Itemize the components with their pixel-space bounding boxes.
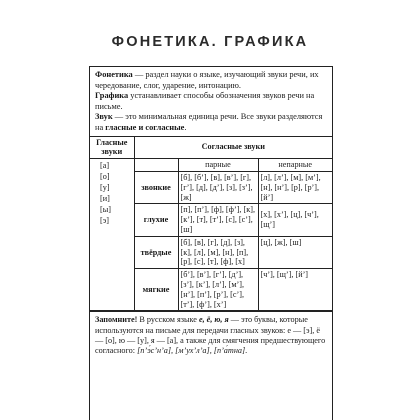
paired-header: парные [178, 159, 258, 172]
hard-paired: [б], [в], [г], [д], [з], [к], [л], [м], [н], [п], [р], [с], [т], [ф], [х] [178, 236, 258, 268]
vowels-header: Гласные звуки [90, 136, 134, 159]
remember-block [90, 311, 332, 358]
fonetika-term: Фонетика [95, 70, 133, 79]
vowel-item: [а] [100, 161, 110, 171]
hard-unpaired: [ц], [ж], [ш] [258, 236, 332, 268]
zvuk-bold: гласные и согласные [105, 122, 185, 132]
page-title: ФОНЕТИКА. ГРАФИКА [111, 34, 309, 50]
grafika-text: устанавливает способы обозначения звуков речи на письме. [95, 91, 315, 111]
hard-label: твёрдые [134, 236, 178, 268]
vowel-item: [о] [100, 172, 110, 182]
voiced-paired: [б], [б’], [в], [в’], [г], [г’], [д], [д’], [з], [з’], [ж] [178, 171, 258, 203]
zvuk-definition [95, 112, 328, 133]
fonetika-text: — раздел науки о языке, изучающий звуки речи, их чередование, слог, ударение, интонацию. [95, 70, 319, 90]
voiceless-paired: [п], [п’], [ф], [ф’], [к], [к’], [т], [т’], [с], [с’], [ш] [178, 204, 258, 236]
vowel-item: [ы] [100, 205, 111, 215]
vowel-item: [у] [100, 183, 110, 193]
remember-examples: [п’э́с’н’а], [м’ух’л’а], [п’а́тна] [137, 345, 246, 355]
zvuk-end: . [184, 122, 187, 132]
voiceless-unpaired: [х], [х’], [ц], [ч’], [щ’] [258, 204, 332, 236]
vowel-item: [э] [100, 216, 109, 226]
remember-letters: е, ё, ю, я [198, 315, 229, 325]
soft-label: мягкие [134, 269, 178, 311]
voiced-label: звонкие [134, 171, 178, 203]
grafika-definition [95, 91, 328, 112]
content-frame [89, 66, 333, 420]
remember-text2: — это буквы, которые используются на письме для передачи гласных звуков: е — [э], ё — [о], ю — [у], я — [а], а также для смягчения предшествующего согласного: [95, 315, 326, 355]
vowels-list [90, 159, 134, 311]
soft-paired: [б’], [в’], [г’], [д’], [з’], [к’], [л’], [м’], [н’], [п’], [р’], [с’], [т’], [ф’], [х’] [178, 269, 258, 311]
remember-text [95, 315, 328, 356]
remember-end: . [245, 345, 248, 355]
voiceless-label: глухие [134, 204, 178, 236]
vowel-item: [и] [100, 194, 110, 204]
remember-lead: Запомните! [95, 315, 138, 325]
zvuk-term: Звук [95, 112, 113, 122]
consonants-header: Согласные звуки [134, 136, 332, 159]
remember-text1: В русском языке [137, 315, 199, 325]
sounds-table [90, 136, 332, 312]
intro-block [90, 67, 332, 136]
grafika-term: Графика [95, 91, 129, 101]
soft-unpaired: [ч’], [щ’], [й’] [258, 269, 332, 311]
fonetika-definition [95, 70, 328, 91]
unpaired-header: непарные [258, 159, 332, 172]
zvuk-text: — это минимальная единица речи. Все звуки разделяются на [95, 112, 323, 132]
voiced-unpaired: [л], [л’], [м], [м’], [н], [н’], [р], [р’], [й’] [258, 171, 332, 203]
